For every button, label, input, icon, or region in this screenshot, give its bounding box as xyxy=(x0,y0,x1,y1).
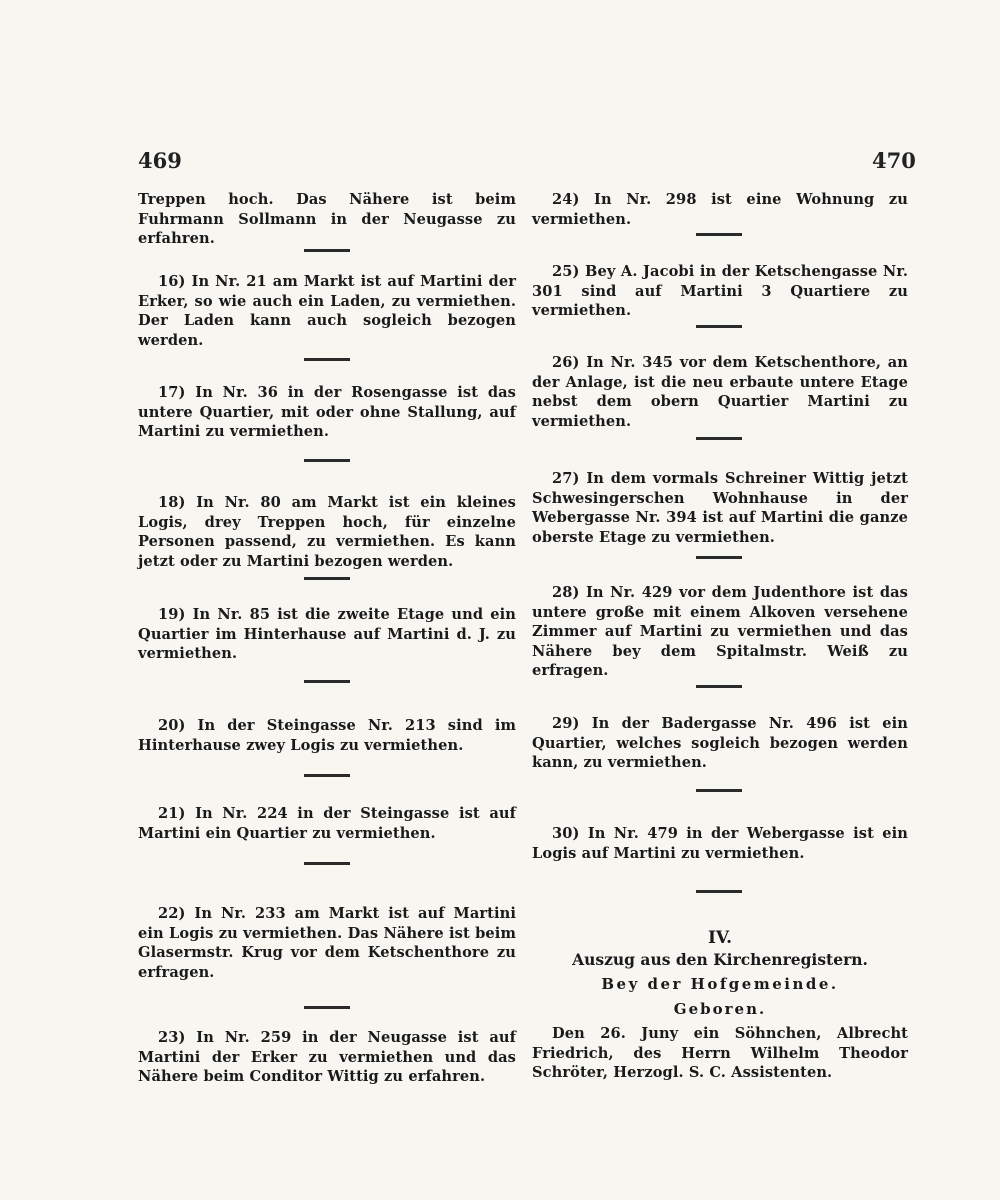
register-entry: Den 26. Juny ein Söhnchen, Albrecht Friedrich, des Herrn Wilhelm Theodor Schröter, Herzogl. S. C. Assistenten. xyxy=(532,1025,908,1081)
separator-rule xyxy=(696,325,742,328)
section-numeral: IV. xyxy=(707,928,733,948)
notice-28: 28) In Nr. 429 vor dem Judenthore ist das untere große mit einem Alkoven versehene Zimmer auf Martini zu vermiethen und das Nähere bey dem Spitalmstr. Weiß zu erfragen. xyxy=(532,584,908,679)
separator-rule xyxy=(304,459,350,462)
notice-26: 26) In Nr. 345 vor dem Ketschenthore, an der Anlage, ist die neu erbaute untere Etage nebst dem obern Quartier Martini zu vermiethen. xyxy=(532,354,908,430)
separator-rule xyxy=(696,789,742,792)
notice-18: 18) In Nr. 80 am Markt ist ein kleines Logis, drey Treppen hoch, für einzelne Personen passend, zu vermiethen. Es kann jetzt oder zu Martini bezogen werden. xyxy=(138,494,516,570)
notice-30: 30) In Nr. 479 in der Webergasse ist ein Logis auf Martini zu vermiethen. xyxy=(532,825,908,862)
notice-20: 20) In der Steingasse Nr. 213 sind im Hinterhause zwey Logis zu vermiethen. xyxy=(138,717,516,754)
section-subheading: Geboren. xyxy=(673,1000,767,1018)
page-number-right: 470 xyxy=(872,148,916,173)
separator-rule xyxy=(304,774,350,777)
separator-rule xyxy=(304,680,350,683)
notice-17: 17) In Nr. 36 in der Rosengasse ist das untere Quartier, mit oder ohne Stallung, auf Martini zu vermiethen. xyxy=(138,384,516,440)
notice-29: 29) In der Badergasse Nr. 496 ist ein Quartier, welches sogleich bezogen werden kann, zu vermiethen. xyxy=(532,715,908,771)
separator-rule xyxy=(696,437,742,440)
notice-continuation: Treppen hoch. Das Nähere ist beim Fuhrmann Sollmann in der Neugasse zu erfahren. xyxy=(138,191,516,247)
section-title: Auszug aus den Kirchenregistern. xyxy=(572,950,868,969)
separator-rule xyxy=(304,358,350,361)
separator-rule xyxy=(304,577,350,580)
separator-rule xyxy=(304,1006,350,1009)
notice-24: 24) In Nr. 298 ist eine Wohnung zu vermiethen. xyxy=(532,191,908,228)
section-subtitle: Bey der Hofgemeinde. xyxy=(601,975,839,993)
separator-rule xyxy=(696,685,742,688)
separator-rule xyxy=(696,233,742,236)
separator-rule xyxy=(696,890,742,893)
notice-22: 22) In Nr. 233 am Markt ist auf Martini ein Logis zu vermiethen. Das Nähere ist beim Glasermstr. Krug vor dem Ketschenthore zu erfragen. xyxy=(138,905,516,981)
separator-rule xyxy=(696,556,742,559)
notice-16: 16) In Nr. 21 am Markt ist auf Martini der Erker, so wie auch ein Laden, zu vermiethen. Der Laden kann auch sogleich bezogen werden. xyxy=(138,273,516,349)
notice-27: 27) In dem vormals Schreiner Wittig jetzt Schwesingerschen Wohnhause in der Webergasse Nr. 394 ist auf Martini die ganze oberste Etage zu vermiethen. xyxy=(532,470,908,546)
notice-21: 21) In Nr. 224 in der Steingasse ist auf Martini ein Quartier zu vermiethen. xyxy=(138,805,516,842)
page-number-left: 469 xyxy=(138,148,182,173)
notice-19: 19) In Nr. 85 ist die zweite Etage und ein Quartier im Hinterhause auf Martini d. J. zu vermiethen. xyxy=(138,606,516,662)
notice-25: 25) Bey A. Jacobi in der Ketschengasse Nr. 301 sind auf Martini 3 Quartiere zu vermiethen. xyxy=(532,263,908,319)
separator-rule xyxy=(304,249,350,252)
separator-rule xyxy=(304,862,350,865)
notice-23: 23) In Nr. 259 in der Neugasse ist auf Martini der Erker zu vermiethen und das Nähere beim Conditor Wittig zu erfahren. xyxy=(138,1029,516,1085)
